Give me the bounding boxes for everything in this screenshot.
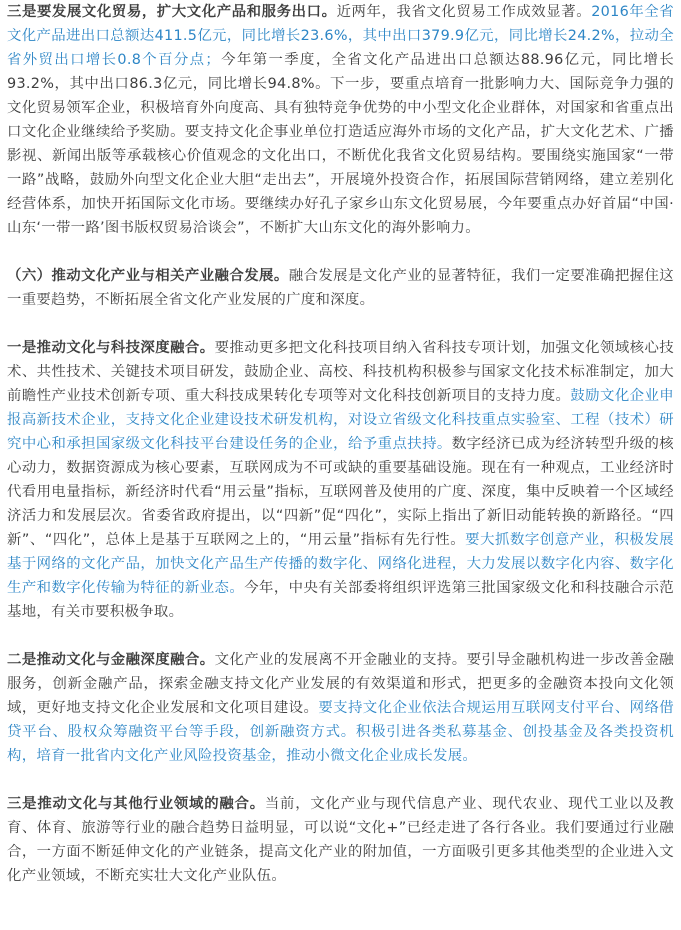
heading-cultural-trade: 三是要发展文化贸易，扩大文化产品和服务出口。 <box>7 4 337 20</box>
text-segment: 近两年，我省文化贸易工作成效显著。 <box>336 4 592 20</box>
highlight-segment: 要支持文化企业依法合规运用互联网支付平台、网络借贷平台、股权众筹融资平台等手段，创新融资方式。积极引进各类私募基金、创投基金及各类投资机构，培育一批省内文化产业风险投资基金，推动小微文化企业成长发展。 <box>7 700 674 764</box>
text-segment: 今年第一季度，全省文化产品进出口总额达88.96亿元，同比增长93.2%，其中出口86.3亿元，同比增长94.8%。下一步，要重点培育一批影响力大、国际竞争力强的文化贸易领军企业，积极培育外向度高、具有独特竞争优势的中小型文化企业群体，对国家和省重点出口文化企业继续给予奖励。要支持文化企事业单位打造适应海外市场的文化产品，扩大文化艺术、广播影视、新闻出版等承载核心价值观念的文化出口，不断优化我省文化贸易结构。要围绕实施国家“一带一路”战略，鼓励外向型文化企业大胆“走出去”，开展境外投资合作，拓展国际营销网络，建立差别化经营体系，加快开拓国际文化市场。要继续办好孔子家乡山东文化贸易展，今年要重点办好首届“中国·山东‘一带一路’图书版权贸易洽谈会”，不断扩大山东文化的海外影响力。 <box>7 52 675 236</box>
heading-culture-finance: 二是推动文化与金融深度融合。 <box>7 652 215 668</box>
paragraph-spacer <box>7 624 674 648</box>
text-segment: 要推动更多把文化科技项目纳入省科技专项计划，加强文化领域核心技术、共性技术、关键技术项目研发，鼓励企业、高校、科技机构积极参与国家文化技术标准制定，加大前瞻性产业技术创新专项、重大科技成果转化专项等对文化科技创新项目的支持力度。 <box>7 340 675 404</box>
text-segment: 当前，文化产业与现代信息产业、现代农业、现代工业以及教育、体育、旅游等行业的融合趋势日益明显，可以说“文化+”已经走进了各行各业。我们要通过行业融合，一方面不断延伸文化的产业链条，提高文化产业的附加值，一方面吸引更多其他类型的企业进入文化产业领域，不断充实壮大文化产业队伍。 <box>7 796 674 884</box>
paragraph-cultural-trade <box>7 0 674 240</box>
text-segment: 文化产业的发展离不开金融业的支持。要引导金融机构进一步改善金融服务，创新金融产品，探索金融支持文化产业发展的有效渠道和形式，把更多的金融资本投向文化领域，更好地支持文化企业发展和文化项目建设。 <box>7 652 675 716</box>
paragraph-culture-tech <box>7 336 674 624</box>
paragraph-spacer <box>7 240 674 264</box>
highlight-segment: 要大抓数字创意产业，积极发展基于网络的文化产品，加快文化产品生产传播的数字化、网络化进程，大力发展以数字化内容、数字化生产和数字化传输为特征的新业态。 <box>7 532 674 596</box>
text-segment: 数字经济已成为经济转型升级的核心动力，数据资源成为核心要素，互联网成为不可或缺的重要基础设施。现在有一种观点，工业经济时代看用电量指标，新经济时代看“用云量”指标，互联网普及使用的广度、深度，集中反映着一个区域经济活力和发展层次。省委省政府提出，以“四新”促“四化”，实际上指出了新旧动能转换的新路径。“四新”、“四化”，总体上是基于互联网之上的，“用云量”指标有先行性。 <box>7 436 674 548</box>
heading-culture-other-industries: 三是推动文化与其他行业领域的融合。 <box>7 796 265 812</box>
paragraph-section-six <box>7 264 674 312</box>
text-segment: 今年，中央有关部委将组织评选第三批国家级文化和科技融合示范基地，有关市要积极争取。 <box>7 580 674 620</box>
highlight-segment: 鼓励文化企业申报高新技术企业，支持文化企业建设技术研发机构，对设立省级文化科技重点实验室、工程（技术）研究中心和承担国家级文化科技平台建设任务的企业，给予重点扶持。 <box>7 388 674 452</box>
paragraph-spacer <box>7 768 674 792</box>
paragraph-culture-other-industries <box>7 792 674 888</box>
heading-section-six: （六）推动文化产业与相关产业融合发展。 <box>7 268 289 284</box>
heading-culture-tech: 一是推动文化与科技深度融合。 <box>7 340 215 356</box>
paragraph-culture-finance <box>7 648 674 768</box>
paragraph-spacer <box>7 312 674 336</box>
highlight-segment: 2016年全省文化产品进出口总额达411.5亿元，同比增长23.6%，其中出口379.9亿元，同比增长24.2%，拉动全省外贸出口增长0.8个百分点； <box>7 4 674 68</box>
text-segment: 融合发展是文化产业的显著特征，我们一定要准确把握住这一重要趋势，不断拓展全省文化产业发展的广度和深度。 <box>7 268 675 308</box>
